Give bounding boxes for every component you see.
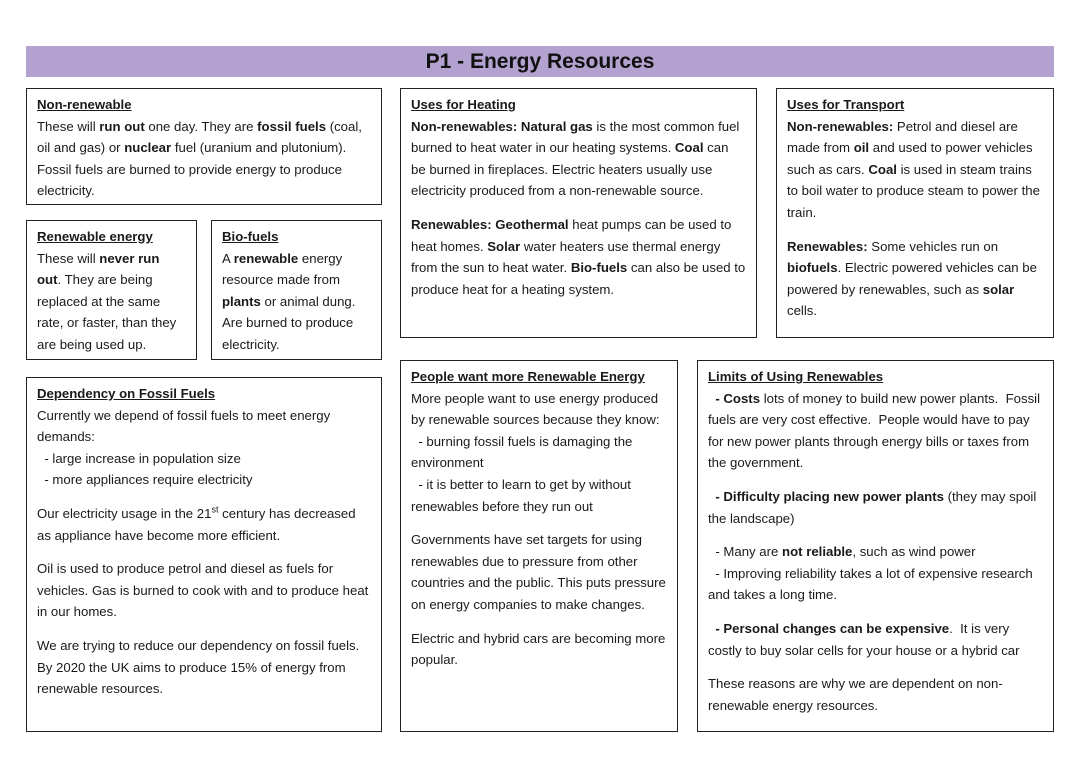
dependency-box <box>26 377 382 732</box>
limits-not-reliable: - Many are not reliable, such as wind power <box>708 544 976 560</box>
biofuels-text: A renewable energy resource made from plants or animal dung. Are burned to produce electricity. <box>222 250 356 352</box>
people-p1: More people want to use energy produced by renewable sources because they know: <box>411 390 660 428</box>
people-item-1: - burning fossil fuels is damaging the environment <box>411 433 637 471</box>
transport-heading: Uses for Transport <box>787 97 905 112</box>
limits-conclusion: These reasons are why we are dependent on non-renewable energy resources. <box>708 676 1003 713</box>
dependency-p2: Our electricity usage in the 21st century has decreased as appliance have become more efficient. <box>37 504 356 543</box>
nonrenewable-box <box>26 88 382 205</box>
limits-heading: Limits of Using Renewables <box>708 369 884 384</box>
heating-renewables: Renewables: Geothermal heat pumps can be used to heat homes. Solar water heaters use thermal energy from the sun to heat water. Bio-fuels can also be used to produce heat for a heating system. <box>411 216 746 297</box>
title-bar <box>26 46 1054 77</box>
nonrenewable-text: These will run out one day. They are fossil fuels (coal, oil and gas) or nuclear fuel (uranium and plutonium). Fossil fuels are burned to provide energy to produce electricity. <box>37 118 362 199</box>
people-p3: Electric and hybrid cars are becoming more popular. <box>411 630 666 668</box>
renewable-text: These will never run out. They are being replaced at the same rate, or faster, than they are being used up. <box>37 250 177 352</box>
limits-reliability: - Improving reliability takes a lot of expensive research and takes a long time. <box>708 565 1037 603</box>
transport-nonrenewables: Non-renewables: Petrol and diesel are made from oil and used to power vehicles such as cars. Coal is used in steam trains to boil water to produce steam to power the train. <box>787 118 1040 220</box>
nonrenewable-heading: Non-renewable <box>37 97 132 112</box>
transport-renewables: Renewables: Some vehicles run on biofuels. Electric powered vehicles can be powered by renewables, such as solar cells. <box>787 238 1037 319</box>
biofuels-heading: Bio-fuels <box>222 229 279 244</box>
limits-personal: - Personal changes can be expensive. It is very costly to buy solar cells for your house or a hybrid car <box>708 620 1020 658</box>
dependency-heading: Dependency on Fossil Fuels <box>37 386 216 401</box>
heating-box <box>400 88 757 338</box>
dependency-p4: We are trying to reduce our dependency on fossil fuels. By 2020 the UK aims to produce 15% of energy from renewable resources. <box>37 637 360 697</box>
people-box <box>400 360 678 732</box>
limits-box <box>697 360 1054 732</box>
page-title: P1 - Energy Resources <box>425 50 655 73</box>
renewable-box <box>26 220 197 360</box>
dependency-item-1: - large increase in population size <box>37 450 241 466</box>
transport-box <box>776 88 1054 338</box>
people-item-2: - it is better to learn to get by without renewables before they run out <box>411 476 635 514</box>
people-p2: Governments have set targets for using renewables due to pressure from other countries and the public. This puts pressure on energy companies to make changes. <box>411 532 666 612</box>
dependency-p1: Currently we depend of fossil fuels to meet energy demands: <box>37 407 331 445</box>
people-heading: People want more Renewable Energy <box>411 369 645 384</box>
limits-costs: - Costs lots of money to build new power plants. Fossil fuels are very cost effective. People would have to pay for new power plants through energy bills or taxes from the government. <box>708 390 1044 471</box>
dependency-item-2: - more appliances require electricity <box>37 472 253 488</box>
heating-nonrenewables: Non-renewables: Natural gas is the most common fuel burned to heat water in our heating systems. Coal can be burned in fireplaces. Electric heaters usually use electricity produced from a non-renewable source. <box>411 118 740 199</box>
limits-difficulty: - Difficulty placing new power plants (they may spoil the landscape) <box>708 488 1040 526</box>
renewable-heading: Renewable energy <box>37 229 153 244</box>
heating-heading: Uses for Heating <box>411 97 516 112</box>
dependency-p3: Oil is used to produce petrol and diesel as fuels for vehicles. Gas is burned to cook with and to produce heat in our homes. <box>37 561 369 620</box>
biofuels-box <box>211 220 382 360</box>
